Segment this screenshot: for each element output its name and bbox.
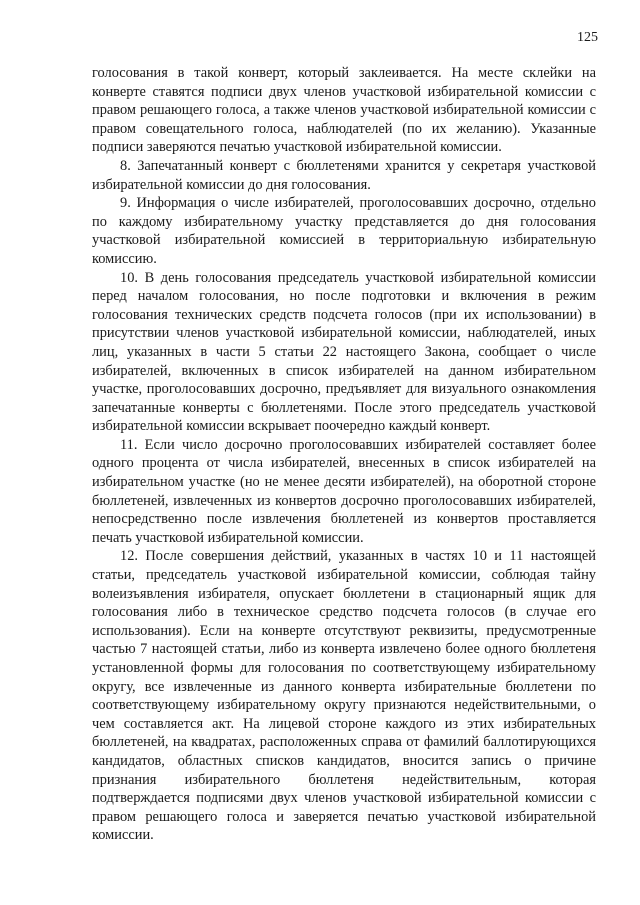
document-body: [92, 64, 596, 845]
paragraph-8: 8. Запечатанный конверт с бюллетенями хранится у секретаря участковой избирательной комиссии до дня голосования.: [92, 157, 596, 193]
paragraph-9: 9. Информация о числе избирателей, проголосовавших досрочно, отдельно по каждому избирательному участку представляется до дня голосования участковой избирательной комиссией в территориальную избирательную комиссию.: [92, 195, 596, 267]
paragraph-continuation: голосования в такой конверт, который заклеивается. На месте склейки на конверте ставятся подписи двух членов участковой избирательной комиссии с правом решающего голоса, а также членов участковой избирательной комиссии с правом совещательного голоса, наблюдателей (по их желанию). Указанные подписи заверяются печатью участковой избирательной комиссии.: [92, 65, 596, 156]
paragraph-12: 12. После совершения действий, указанных в частях 10 и 11 настоящей статьи, председатель участковой избирательной комиссии, соблюдая тайну волеизъявления избирателя, опускает бюллетени в стационарный ящик для голосования либо в техническое средство подсчета голосов (в случае его использования). Если на конверте отсутствуют реквизиты, предусмотренные частью 7 настоящей статьи, либо из конверта извлечено более одного бюллетеня установленной формы для голосования по соответствующему избирательному округу, все извлеченные из данного конверта избирательные бюллетени по соответствующему избирательному округу признаются недействительными, о чем составляется акт. На лицевой стороне каждого из этих избирательных бюллетеней, на квадратах, расположенных справа от фамилий баллотирующихся кандидатов, областных списков кандидатов, вносится запись о причине признания избирательного бюллетеня недействительным, которая подтверждается подписями двух членов участковой избирательной комиссии с правом решающего голоса и заверяется печатью участковой избирательной комиссии.: [92, 548, 596, 844]
page-number: 125: [577, 30, 598, 45]
paragraph-10: 10. В день голосования председатель участковой избирательной комиссии перед началом голосования, но после подготовки и включения в режим голосования технических средств подсчета голосов (при их использовании) в присутствии членов участковой избирательной комиссии, наблюдателей, иных лиц, указанных в части 5 статьи 22 настоящего Закона, сообщает о числе избирателей, включенных в список избирателей на данном избирательном участке, проголосовавших досрочно, предъявляет для визуального ознакомления запечатанные конверты с бюллетенями. После этого председатель участковой избирательной комиссии вскрывает поочередно каждый конверт.: [92, 269, 596, 435]
paragraph-11: 11. Если число досрочно проголосовавших избирателей составляет более одного процента от числа избирателей, внесенных в список избирателей на избирательном участке (но не менее десяти избирателей), на оборотной стороне бюллетеней, извлеченных из конвертов досрочно проголосовавших избирателей, непосредственно после извлечения бюллетеней из конвертов проставляется печать участковой избирательной комиссии.: [92, 436, 596, 546]
